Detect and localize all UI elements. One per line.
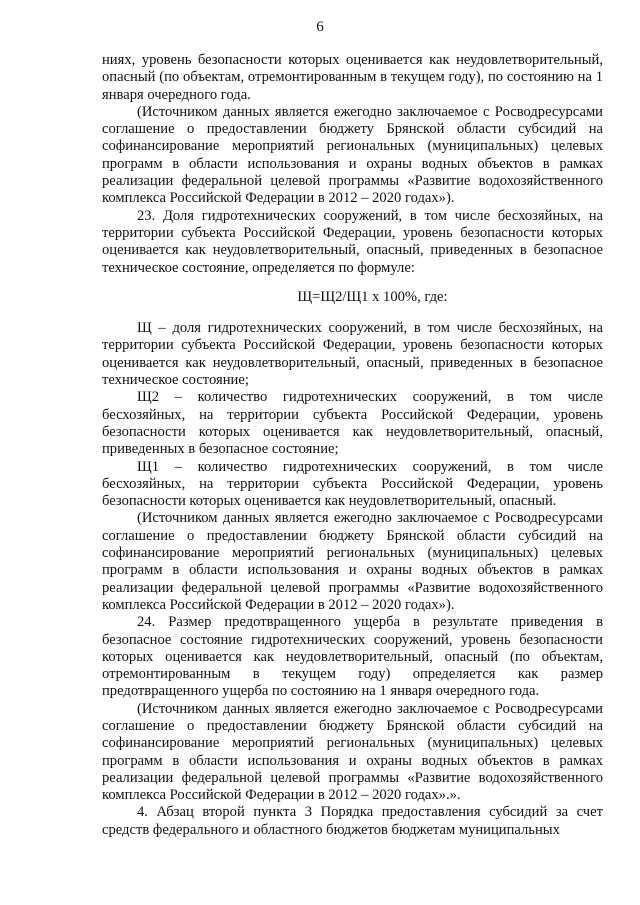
paragraph-item-4: 4. Абзац второй пункта 3 Порядка предоставления субсидий за счет средств федерального и областного бюджетов бюджетам муниципальных — [102, 804, 603, 838]
document-body — [102, 52, 603, 839]
page-number: 6 — [316, 19, 324, 35]
paragraph-source-note: (Источником данных является ежегодно заключаемое с Росводресурсами соглашение о предоставлении бюджету Брянской области субсидий на софинансирование мероприятий региональных (муниципальных) целевых программ в области использования и охраны водных объектов в рамках реализации федеральной целевой программы «Развитие водохозяйственного комплекса Российской Федерации в 2012 – 2020 годах»). — [102, 103, 603, 207]
paragraph-continuation: ниях, уровень безопасности которых оценивается как неудовлетворительный, опасный (по объектам, отремонтированным в текущем году), по состоянию на 1 января очередного года. — [102, 52, 603, 103]
paragraph-item-23: 23. Доля гидротехнических сооружений, в том числе бесхозяйных, на территории субъекта Российской Федерации, уровень безопасности которых оценивается как неудовлетворительный, опасный, приведенных в безопасное техническое состояние, определяется по формуле: — [102, 207, 603, 276]
formula: Щ=Щ2/Щ1 х 100%, где: — [297, 288, 448, 305]
paragraph-definition-shch: Щ – доля гидротехнических сооружений, в том числе бесхозяйных, на территории субъекта Российской Федерации, уровень безопасности которых оценивается как неудовлетворительный, опасный, приведенных в безопасное техническое состояние; — [102, 320, 603, 389]
paragraph-source-note: (Источником данных является ежегодно заключаемое с Росводресурсами соглашение о предоставлении бюджету Брянской области субсидий на софинансирование мероприятий региональных (муниципальных) целевых программ в области использования и охраны водных объектов в рамках реализации федеральной целевой программы «Развитие водохозяйственного комплекса Российской Федерации в 2012 – 2020 годах»). — [102, 510, 603, 613]
paragraph-definition-shch1: Щ1 – количество гидротехнических сооружений, в том числе бесхозяйных, на территории субъекта Российской Федерации, уровень безопасности которых оценивается как неудовлетворительный, опасный. — [102, 458, 603, 510]
paragraph-definition-shch2: Щ2 – количество гидротехнических сооружений, в том числе бесхозяйных, на территории субъекта Российской Федерации, уровень безопасности которых оценивается как неудовлетворительный, опасный, приведенных в безопасное состояние; — [102, 389, 603, 458]
paragraph-source-note: (Источником данных является ежегодно заключаемое с Росводресурсами соглашение о предоставлении бюджету Брянской области субсидий на софинансирование мероприятий региональных (муниципальных) целевых программ в области использования и охраны водных объектов в рамках реализации федеральной целевой программы «Развитие водохозяйственного комплекса Российской Федерации в 2012 – 2020 годах».». — [102, 700, 603, 804]
paragraph-item-24: 24. Размер предотвращенного ущерба в результате приведения в безопасное состояние гидротехнических сооружений, уровень безопасности которых оценивается как неудовлетворительный, опасный (по объектам, отремонтированным в текущем году) определяется как размер предотвращенного ущерба по состоянию на 1 января очередного года. — [102, 614, 603, 700]
